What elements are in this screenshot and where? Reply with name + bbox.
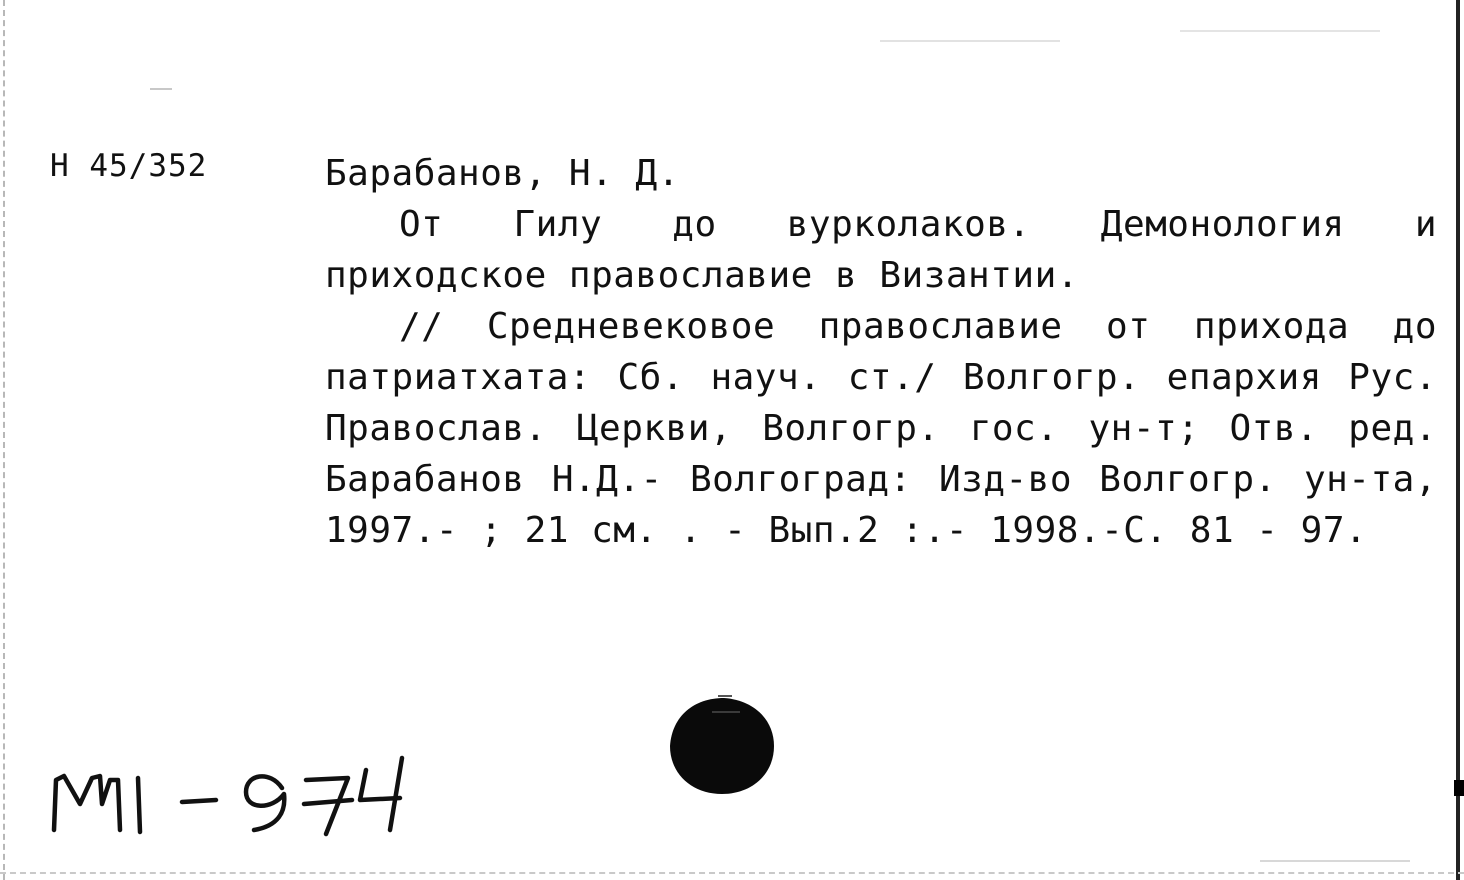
card-left-edge [3, 0, 5, 880]
handwritten-call-number [40, 740, 420, 840]
author-heading: Барабанов, Н. Д. [325, 153, 680, 194]
card-bottom-edge [0, 872, 1464, 874]
punch-hole [666, 690, 778, 800]
scan-speck [150, 88, 172, 90]
scan-speck [1180, 30, 1380, 32]
source-statement: // Средневековое православие от прихода до патриатхата: Сб. науч. ст./ Волгогр. епархия Рус. Православ. Церкви, Волгогр. гос. ун-т; Отв. ред. Барабанов Н.Д.- Волгоград: Изд-во Волгогр. ун-та, 1997.- ; 21 см. . - Вып.2 :.- 1998.-С. 81 - 97. [325, 306, 1437, 551]
shelf-mark: Н 45/352 [50, 148, 208, 184]
card-edge-mark [1454, 780, 1464, 796]
title-statement: От Гилу до вурколаков. Демонология и приходское православие в Византии. [325, 204, 1437, 296]
card-right-edge [1456, 0, 1460, 880]
bibliographic-entry [325, 148, 1437, 556]
scan-speck [880, 40, 1060, 42]
scan-speck [1260, 860, 1410, 862]
